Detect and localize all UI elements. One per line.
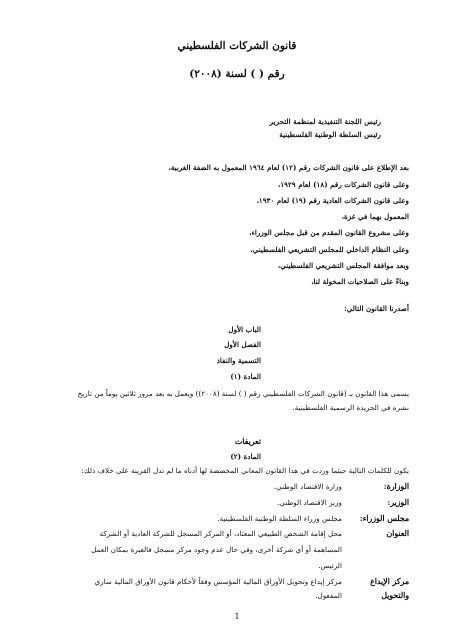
definition-text: المفعول. — [315, 591, 342, 600]
definition-text: وزارة الاقتصاد الوطني. — [273, 482, 342, 491]
enactment-line: أصدرنا القانون التالي: — [344, 304, 409, 313]
definition-text: المساهمة أو أي شركة أخرى، وفي حال عدم وجود مركز مسجل فالعبرة بمكان العمل — [91, 545, 342, 554]
preamble-line: وعلى قانون الشركات العادية رقم (١٩) لعام ١٩٣٠، — [256, 196, 409, 205]
definition-term: والتحويل — [381, 591, 409, 600]
definition-term: العنوان — [386, 529, 409, 538]
definition-text: وزير الاقتصاد الوطني. — [277, 498, 342, 507]
definition-text: مجلس وزراء السلطة الوطنية الفلسطينية. — [217, 514, 342, 523]
preamble-line: وبناءً على الصلاحيات المخولة لنا، — [311, 277, 409, 286]
article1-text: نشره في الجريدة الرسمية الفلسطينية. — [292, 403, 409, 412]
document-title: قانون الشركات الفلسطيني — [177, 40, 297, 52]
chapter-heading: الفصل الأول — [224, 340, 261, 349]
chapter-heading: التسمية والنفاذ — [216, 356, 261, 365]
definition-term: الوزارة: — [383, 482, 409, 491]
definition-text: محل إقامة الشخص الطبيعي المعتاد، أو المركز المسجل للشركة العادية أو الشركة — [99, 529, 342, 538]
article-heading: المادة (١) — [230, 372, 261, 381]
document-subtitle: رقم ( ) لسنة (٢٠٠٨) — [189, 68, 285, 80]
definition-term: مركز الإيداع — [370, 577, 409, 586]
article2-intro: يكون للكلمات التالية حيثما وردت في هذا القانون المعاني المخصصة لها أدناه ما لم تدل القرينة على خلاف ذلك: — [81, 466, 409, 475]
issuer-line: رئيس اللجنة التنفيذية لمنظمة التحرير — [269, 117, 381, 126]
definitions-heading: تعريفات — [234, 437, 261, 446]
chapter-heading: الباب الأول — [228, 325, 261, 334]
definition-term: الوزير: — [387, 498, 409, 507]
preamble-line: وعلى قانون الشركات رقم (١٨) لعام ١٩٢٩، — [277, 180, 409, 189]
definition-term: مجلس الوزراء: — [359, 514, 409, 523]
issuer-line: رئيس السلطة الوطنية الفلسطينية — [279, 130, 381, 139]
article-heading: المادة (٢) — [230, 452, 261, 461]
definition-text: مركز إيداع وتحويل الأوراق المالية المؤسس وفقاً لأحكام قانون الأوراق المالية ساري — [94, 577, 342, 586]
preamble-line: وبعد موافقة المجلس التشريعي الفلسطيني، — [277, 261, 409, 270]
page-number: 1 — [234, 612, 240, 621]
preamble-line: المعمول بهما في غزة، — [341, 212, 409, 221]
preamble-line: وعلى مشروع القانون المقدم من قبل مجلس الوزراء، — [249, 228, 409, 237]
article1-text: يسمى هذا القانون بـ (قانون الشركات الفلسطيني رقم ( ) لسنة (٢٠٠٨)) ويعمل به بعد مرور ثلاثين يوماً من تاريخ — [77, 389, 409, 398]
preamble-line: وعلى النظام الداخلي للمجلس التشريعي الفلسطيني، — [250, 245, 409, 254]
definition-text: الرئيس. — [318, 561, 342, 570]
preamble-line: بعد الإطلاع على قانون الشركات رقم (١٢) لعام ١٩٦٤ المعمول به الضفة الغربية، — [168, 163, 409, 172]
